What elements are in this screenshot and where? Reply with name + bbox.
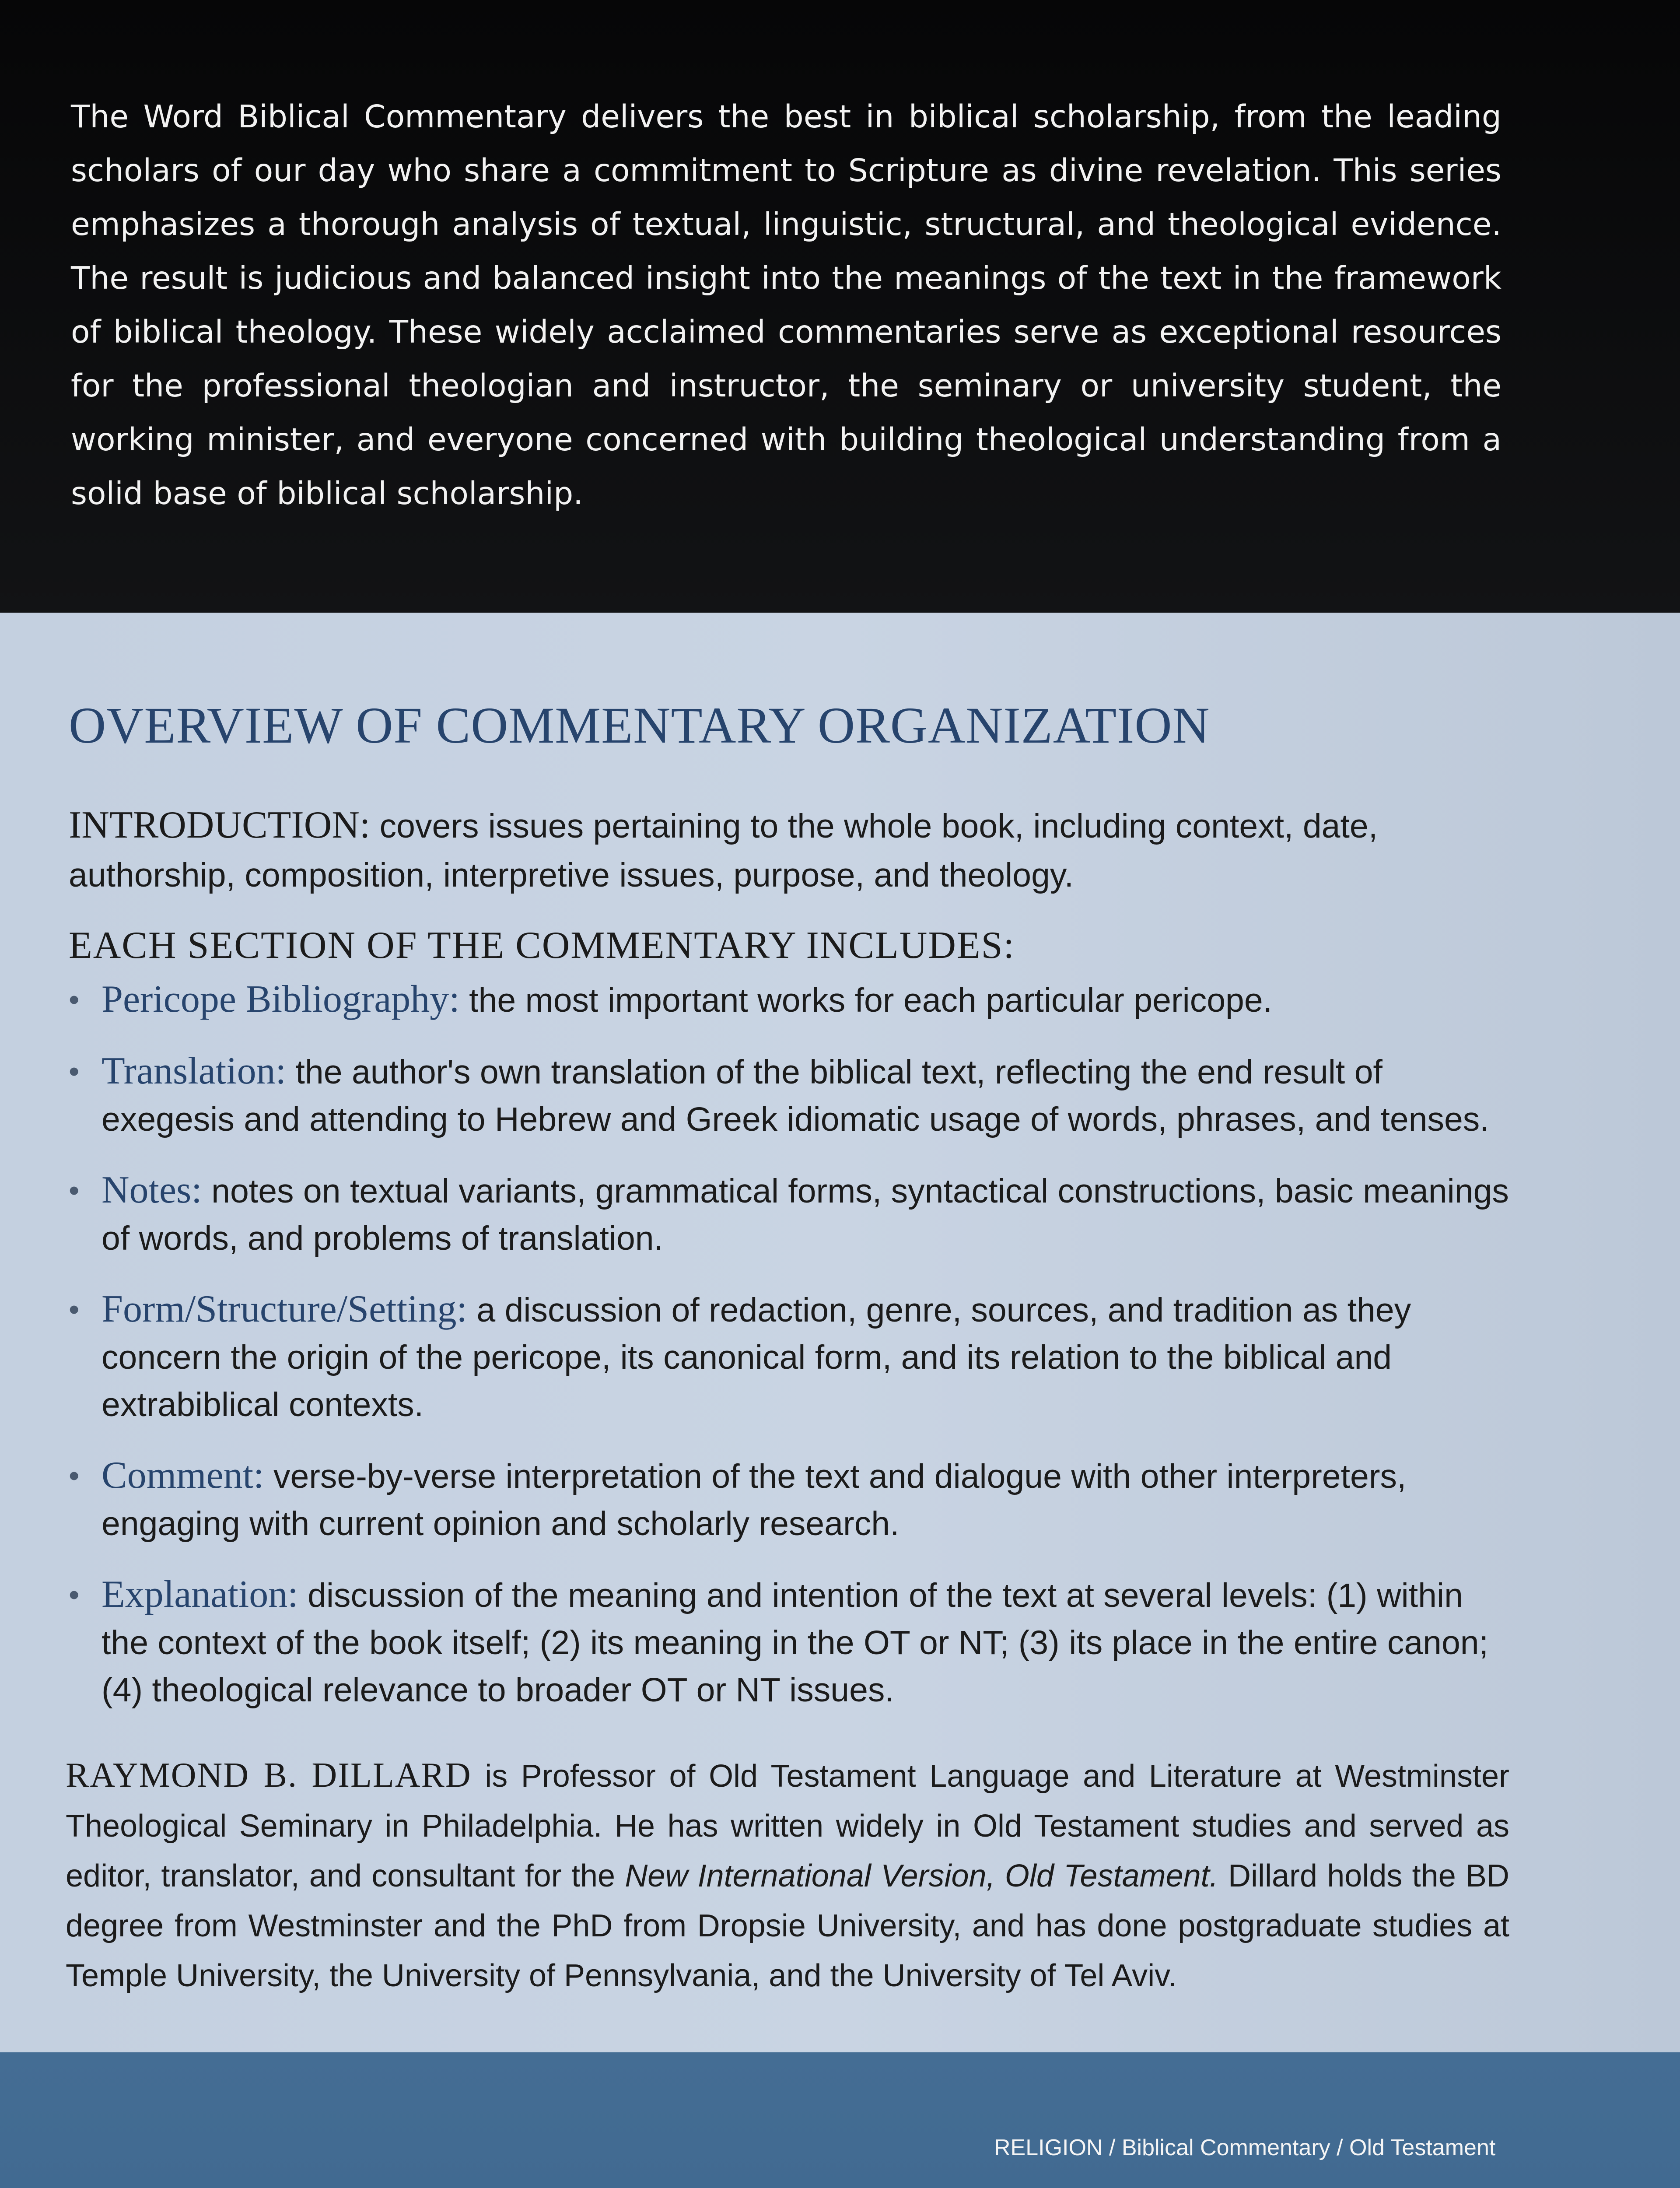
bullet-icon: • (69, 1578, 80, 1612)
bullet-icon: • (69, 1173, 80, 1207)
series-description: The Word Biblical Commentary delivers the best in biblical scholarship, from the leading scholars of our day who share a commitment to Scripture as divine revelation. This series emphasizes a thorough analysis of textual, linguistic, structural, and theological evidence. The result is judicious and balanced insight into the meanings of the text in the framework of biblical theology. These widely acclaimed commentaries serve as exceptional resources for the professional theologian and instructor, the seminary or university student, the working minister, and everyone concerned with building theological understanding from a solid base of biblical scholarship. (71, 98, 1502, 512)
item-description: notes on textual variants, grammatical forms, syntactical constructions, basic meanings of words, and problems of translation. (102, 1172, 1509, 1257)
series-description-panel (0, 0, 1680, 613)
bio-text-2: Dillard holds the BD degree from Westminster and the PhD from Dropsie University, and has done postgraduate studies at Temple University, the University of Pennsylvania, and the University of Tel Aviv. (66, 1858, 1510, 1993)
introduction-label: INTRODUCTION: (69, 804, 371, 846)
item-description: verse-by-verse interpretation of the text and dialogue with other interpreters, engaging with current opinion and scholarly research. (102, 1458, 1407, 1543)
introduction-paragraph (69, 801, 1512, 900)
overview-heading: OVERVIEW OF COMMENTARY ORGANIZATION (69, 697, 1210, 754)
bullet-icon: • (69, 1459, 80, 1493)
introduction-text: covers issues pertaining to the whole book, including context, date, authorship, composition, interpretive issues, purpose, and theology. (69, 807, 1378, 894)
item-description: a discussion of redaction, genre, sources, and tradition as they concern the origin of the pericope, its canonical form, and its relation to the biblical and extrabiblical contexts. (102, 1291, 1411, 1424)
publisher-panel (0, 2052, 1680, 2188)
bio-text-1: is Professor of Old Testament Language and Literature at Westminster Theological Seminary in Philadelphia. He has written widely in Old Testament studies and served as editor, translator, and consultant for the (66, 1759, 1509, 1893)
category-label: RELIGION / Biblical Commentary / Old Testament (994, 2135, 1496, 2160)
item-term: Explanation: (102, 1573, 298, 1616)
list-item (69, 1048, 1512, 1143)
bullet-icon: • (69, 1292, 80, 1326)
list-item (69, 1452, 1512, 1547)
list-item (69, 976, 1512, 1024)
item-term: Comment: (102, 1454, 264, 1497)
item-term: Pericope Bibliography: (102, 978, 460, 1020)
author-bio (66, 1750, 1509, 2001)
list-item (69, 1286, 1512, 1428)
author-name: RAYMOND B. DILLARD (66, 1756, 472, 1795)
bullet-icon: • (69, 1054, 80, 1088)
item-term: Notes: (102, 1169, 202, 1211)
sections-heading: EACH SECTION OF THE COMMENTARY INCLUDES: (69, 924, 1015, 967)
list-item (69, 1571, 1512, 1714)
item-description: discussion of the meaning and intention of the text at several levels: (1) within the context of the book itself; (2) its meaning in the OT or NT; (3) its place in the entire canon; (4) theological relevance to broader OT or NT issues. (102, 1577, 1489, 1709)
bullet-icon: • (69, 982, 80, 1017)
bio-italic-title: New International Version, Old Testament. (625, 1858, 1218, 1893)
item-term: Translation: (102, 1050, 287, 1092)
item-term: Form/Structure/Setting: (102, 1288, 467, 1330)
list-item (69, 1167, 1512, 1262)
sections-list (69, 976, 1512, 1714)
item-description: the author's own translation of the biblical text, reflecting the end result of exegesis and attending to Hebrew and Greek idiomatic usage of words, phrases, and tenses. (102, 1053, 1489, 1138)
item-description: the most important works for each particular pericope. (459, 982, 1273, 1019)
